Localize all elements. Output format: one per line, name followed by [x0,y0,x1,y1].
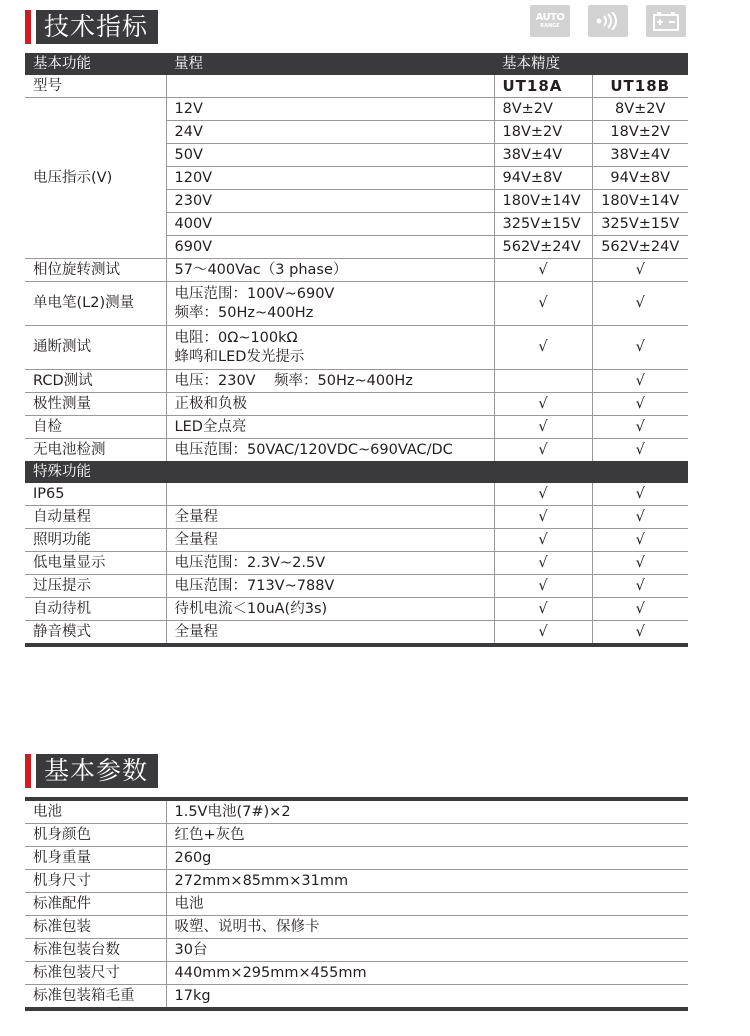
check-a: √ [494,326,592,370]
header-accuracy: 基本精度 [494,53,688,75]
check-a: √ [494,506,592,529]
check-a: √ [494,552,592,575]
function-label: 单电笔(L2)测量 [25,282,166,326]
range-text: 电压范围：50VAC/120VDC~690VAC/DC [166,439,494,462]
battery-icon [646,5,686,37]
check-b: √ [592,370,688,393]
range-text: 全量程 [166,506,494,529]
voltage-indication-label: 电压指示(V) [25,98,166,259]
voltage-range: 12V [166,98,494,121]
check-a: √ [494,439,592,462]
param-value: 吸塑、说明书、保修卡 [166,916,688,939]
range-text: 全量程 [166,621,494,646]
voltage-range: 50V [166,144,494,167]
params-table [25,797,688,1011]
range-text: 电压范围：100V~690V 频率：50Hz~400Hz [166,282,494,326]
check-b: √ [592,326,688,370]
function-label: 照明功能 [25,529,166,552]
model-row-label: 型号 [33,77,62,94]
check-a: √ [494,393,592,416]
check-a: √ [494,259,592,282]
buzzer-sound-icon [588,5,628,37]
range-text: 电阻：0Ω~100kΩ 蜂鸣和LED发光提示 [166,326,494,370]
range-text: 待机电流＜10uA(约3s) [166,598,494,621]
check-a: √ [494,282,592,326]
param-label: 机身尺寸 [25,870,166,893]
param-value: 272mm×85mm×31mm [166,870,688,893]
param-label: 标准包装箱毛重 [25,985,166,1010]
model-b: UT18B [592,75,688,98]
header-range: 量程 [166,53,494,75]
accuracy-a: 8V±2V [494,98,592,121]
function-label: 自动量程 [25,506,166,529]
voltage-range: 690V [166,236,494,259]
check-a: √ [494,416,592,439]
auto-range-icon: AUTO RANGE [530,5,570,37]
function-label: 通断测试 [25,326,166,370]
check-b: √ [592,282,688,326]
range-text [166,483,494,506]
param-value: 1.5V电池(7#)×2 [166,799,688,824]
function-label: 无电池检测 [25,439,166,462]
accuracy-a: 325V±15V [494,213,592,236]
param-label: 标准包装 [25,916,166,939]
range-text: 电压：230V 频率：50Hz~400Hz [166,370,494,393]
accuracy-a: 562V±24V [494,236,592,259]
check-b: √ [592,575,688,598]
check-a: √ [494,621,592,646]
function-label: 过压提示 [25,575,166,598]
function-label: 自检 [25,416,166,439]
range-text: 全量程 [166,529,494,552]
accuracy-a: 18V±2V [494,121,592,144]
range-text: 正极和负极 [166,393,494,416]
check-b: √ [592,506,688,529]
accuracy-a: 38V±4V [494,144,592,167]
accuracy-b: 562V±24V [592,236,688,259]
param-label: 机身重量 [25,847,166,870]
check-a: √ [494,575,592,598]
voltage-range: 230V [166,190,494,213]
function-label: 静音模式 [25,621,166,646]
param-label: 标准包装尺寸 [25,962,166,985]
function-label: 极性测量 [25,393,166,416]
check-b: √ [592,483,688,506]
voltage-range: 400V [166,213,494,236]
params-section-heading [25,754,158,788]
function-label: 自动待机 [25,598,166,621]
check-b: √ [592,621,688,646]
accuracy-b: 18V±2V [592,121,688,144]
special-functions-header: 特殊功能 [25,461,688,483]
check-a: √ [494,529,592,552]
check-b: √ [592,393,688,416]
range-text: 57～400Vac（3 phase） [166,259,494,282]
accuracy-a: 94V±8V [494,167,592,190]
spec-table [25,53,688,647]
check-b: √ [592,529,688,552]
spec-section-title: 技术指标 [36,10,158,44]
range-text: LED全点亮 [166,416,494,439]
accuracy-b: 180V±14V [592,190,688,213]
accuracy-b: 94V±8V [592,167,688,190]
accuracy-b: 325V±15V [592,213,688,236]
param-value: 17kg [166,985,688,1010]
heading-accent-bar [25,754,31,788]
accuracy-b: 8V±2V [592,98,688,121]
model-a: UT18A [494,75,592,98]
function-label: 相位旋转测试 [25,259,166,282]
check-b: √ [592,259,688,282]
check-b: √ [592,416,688,439]
header-function: 基本功能 [25,53,166,75]
check-b: √ [592,598,688,621]
range-text: 电压范围：2.3V~2.5V [166,552,494,575]
param-value: 红色+灰色 [166,824,688,847]
accuracy-a: 180V±14V [494,190,592,213]
feature-icons [530,5,686,37]
accuracy-b: 38V±4V [592,144,688,167]
spec-section-heading [25,10,158,44]
param-label: 标准配件 [25,893,166,916]
param-label: 电池 [33,803,62,820]
params-section-title: 基本参数 [36,754,158,788]
function-label: IP65 [33,485,65,502]
param-label: 机身颜色 [25,824,166,847]
check-a: √ [494,483,592,506]
check-b: √ [592,439,688,462]
param-label: 标准包装台数 [25,939,166,962]
param-value: 30台 [166,939,688,962]
function-label: RCD测试 [25,370,166,393]
voltage-range: 120V [166,167,494,190]
param-value: 电池 [166,893,688,916]
check-a: √ [494,598,592,621]
param-value: 260g [166,847,688,870]
function-label: 低电量显示 [25,552,166,575]
check-b: √ [592,552,688,575]
param-value: 440mm×295mm×455mm [166,962,688,985]
check-a [494,370,592,393]
range-text: 电压范围：713V~788V [166,575,494,598]
heading-accent-bar [25,10,31,44]
voltage-range: 24V [166,121,494,144]
